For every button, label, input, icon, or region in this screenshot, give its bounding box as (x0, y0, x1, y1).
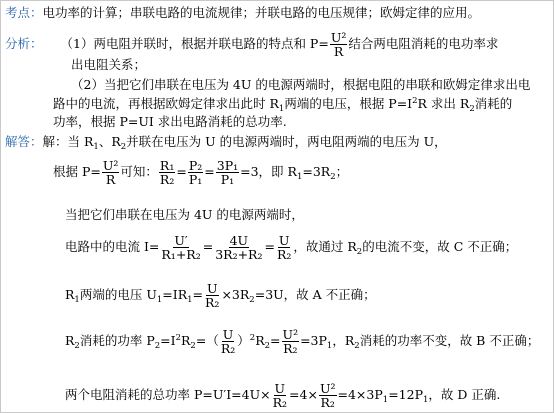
solution-part: R (255, 333, 265, 348)
analysis-line-1 (5, 30, 499, 59)
subscript: 2 (264, 341, 271, 351)
subscript: 1 (93, 142, 99, 152)
u-over-r2-fraction (204, 282, 220, 309)
frac-num: U² (282, 327, 299, 342)
analysis-part: 两端的电压，根据 P=I (284, 96, 413, 111)
subscript: 2 (74, 341, 80, 351)
u2-over-r2-fraction (319, 382, 337, 409)
solution-part: ） (237, 333, 250, 348)
solution-part: =IR (162, 287, 188, 302)
solution-part: = (192, 287, 204, 302)
kaodian-text: 电功率的计算；串联电路的电流规律；并联电路的电压规律；欧姆定律的应用。 (42, 5, 481, 20)
subscript: 2 (120, 142, 127, 152)
solution-part: = (270, 333, 281, 348)
superscript: 2 (175, 333, 181, 343)
subscript: 1 (326, 341, 333, 351)
solution-part: =4× (289, 387, 318, 402)
solution-line-3: 当把它们串联在电压为 4U 的电源两端时， (65, 207, 304, 222)
analysis-part: R 求出 R (417, 96, 470, 111)
power-formula-fraction (330, 31, 348, 58)
frac-den: R₂ (272, 395, 288, 410)
subscript: 1 (278, 104, 285, 114)
frac-den: R₂ (283, 341, 298, 356)
frac-den: R₁+R₂ (161, 247, 201, 262)
analysis-part: 消耗的 (474, 96, 513, 111)
u-over-r2-fraction (220, 328, 236, 355)
3p1-over-p1-fraction (216, 159, 239, 186)
analysis-part: 路中的电流，再根据欧姆定律求出此时 R (53, 96, 279, 111)
analysis-part: 结合两电阻消耗的电功率求 (348, 36, 499, 51)
solution-part: 可知： (120, 164, 158, 179)
solution-line-1 (5, 134, 447, 150)
frac-num: U (222, 327, 234, 342)
solution-line-4 (65, 232, 517, 262)
frac-den: R₂ (320, 395, 335, 410)
u-over-r2-fraction (276, 234, 292, 261)
solution-part: 解：当 R (42, 134, 94, 149)
r1-over-r2-fraction (159, 159, 175, 186)
solution-part: ，R (332, 333, 355, 348)
solution-part: =I (160, 333, 176, 348)
analysis-text-1 (60, 30, 499, 59)
subscript: 2 (190, 341, 196, 351)
solution-part: R (65, 287, 75, 302)
solution-part: 电路中的电流 I= (65, 239, 160, 254)
frac-den: P₁ (188, 172, 203, 187)
solution-part: 、R (98, 134, 121, 149)
solution-line-5 (65, 280, 376, 310)
frac-den: R₂ (276, 247, 292, 262)
frac-num: U² (319, 381, 336, 396)
p2-over-p1-fraction (188, 159, 203, 186)
subscript: 2 (469, 104, 475, 114)
frac-num: U (274, 381, 286, 396)
solution-part: ，故 D 正确. (428, 387, 501, 402)
solution-part: 消耗的功率不变，故 B 不正确； (359, 333, 540, 348)
solution-part: ×3R (221, 287, 250, 302)
subscript: 2 (354, 341, 360, 351)
solution-part: R (65, 333, 75, 348)
solution-part: =（ (195, 333, 219, 348)
subscript: 1 (187, 295, 193, 305)
solution-part: =3U，故 A 不正确； (254, 287, 376, 302)
frac-num: U (206, 281, 218, 296)
frac-den: R (105, 172, 116, 187)
frac-num: R₁ (159, 158, 175, 173)
equals: = (264, 239, 275, 254)
solution-line-7 (65, 380, 500, 410)
frac-num: U′ (174, 233, 188, 248)
solution-part: 消耗的功率 P (79, 333, 155, 348)
superscript: 2 (412, 96, 418, 106)
subscript: 1 (382, 395, 389, 405)
subscript: 2 (249, 295, 255, 305)
analysis-line-2: 出电阻关系； (71, 57, 147, 72)
u2-over-r2-fraction (282, 328, 300, 355)
analysis-line-4 (53, 96, 512, 112)
kaodian-line (5, 5, 480, 21)
solution-part: =3P (300, 333, 327, 348)
subscript: 1 (422, 395, 429, 405)
solution-part: 并联在电压为 U 的电源两端时，两电阻两端的电压为 U， (126, 134, 447, 149)
analysis-label: 分析： (5, 36, 43, 51)
4u-fraction (214, 234, 263, 261)
kaodian-label: 考点： (5, 5, 43, 20)
solution-line-2 (53, 157, 348, 187)
frac-num: U (278, 233, 290, 248)
solution-line-6 (65, 326, 539, 356)
superscript: 2 (249, 333, 256, 343)
solution-part: =3，即 R (240, 164, 297, 179)
frac-num: P₂ (188, 158, 203, 173)
subscript: 1 (296, 172, 303, 182)
solution-part: ，故通过 R (293, 239, 357, 254)
equals: = (176, 164, 187, 179)
analysis-line-5: 功率，根据 P=UI 求出电路消耗的总功率. (53, 114, 287, 129)
solution-part: R (181, 333, 191, 348)
equals: = (204, 164, 215, 179)
frac-num: U² (102, 158, 119, 173)
equals: = (202, 239, 214, 254)
u2-over-r-fraction (102, 159, 120, 186)
subscript: 2 (356, 247, 363, 257)
solution-part: =12P (388, 387, 423, 402)
frac-den: R₂ (159, 172, 175, 187)
subscript: 2 (330, 172, 336, 182)
solution-part: ； (335, 164, 349, 179)
frac-num: 4U (229, 233, 249, 248)
u-over-r2-fraction (272, 382, 288, 409)
solution-label: 解答： (5, 134, 43, 149)
frac-den: R (333, 44, 344, 59)
solution-part: 的电流不变，故 C 不正确； (362, 239, 518, 254)
current-fraction (160, 234, 201, 261)
subscript: 1 (156, 295, 163, 305)
frac-den: 3R₂+R₂ (215, 247, 263, 262)
subscript: 2 (154, 341, 161, 351)
analysis-part: （1）两电阻并联时，根据并联电路的特点和 P= (60, 36, 329, 51)
solution-part: =4×3P (337, 387, 383, 402)
analysis-line-3: （2）当把它们串联在电压为 4U 的电源两端时，根据电阻的串联和欧姆定律求出电 (71, 77, 531, 92)
solution-part: 根据 P= (53, 164, 101, 179)
subscript: 1 (74, 295, 80, 305)
solution-part: 两个电阻消耗的总功率 P=U′I=4U× (65, 387, 271, 402)
frac-den: R₂ (220, 341, 236, 356)
frac-num: 3P₁ (216, 158, 239, 173)
solution-part: 两端的电压 U (79, 287, 157, 302)
frac-den: P₁ (220, 172, 235, 187)
frac-num: U² (330, 30, 347, 45)
solution-part: =3R (302, 164, 331, 179)
frac-den: R₂ (205, 295, 220, 310)
